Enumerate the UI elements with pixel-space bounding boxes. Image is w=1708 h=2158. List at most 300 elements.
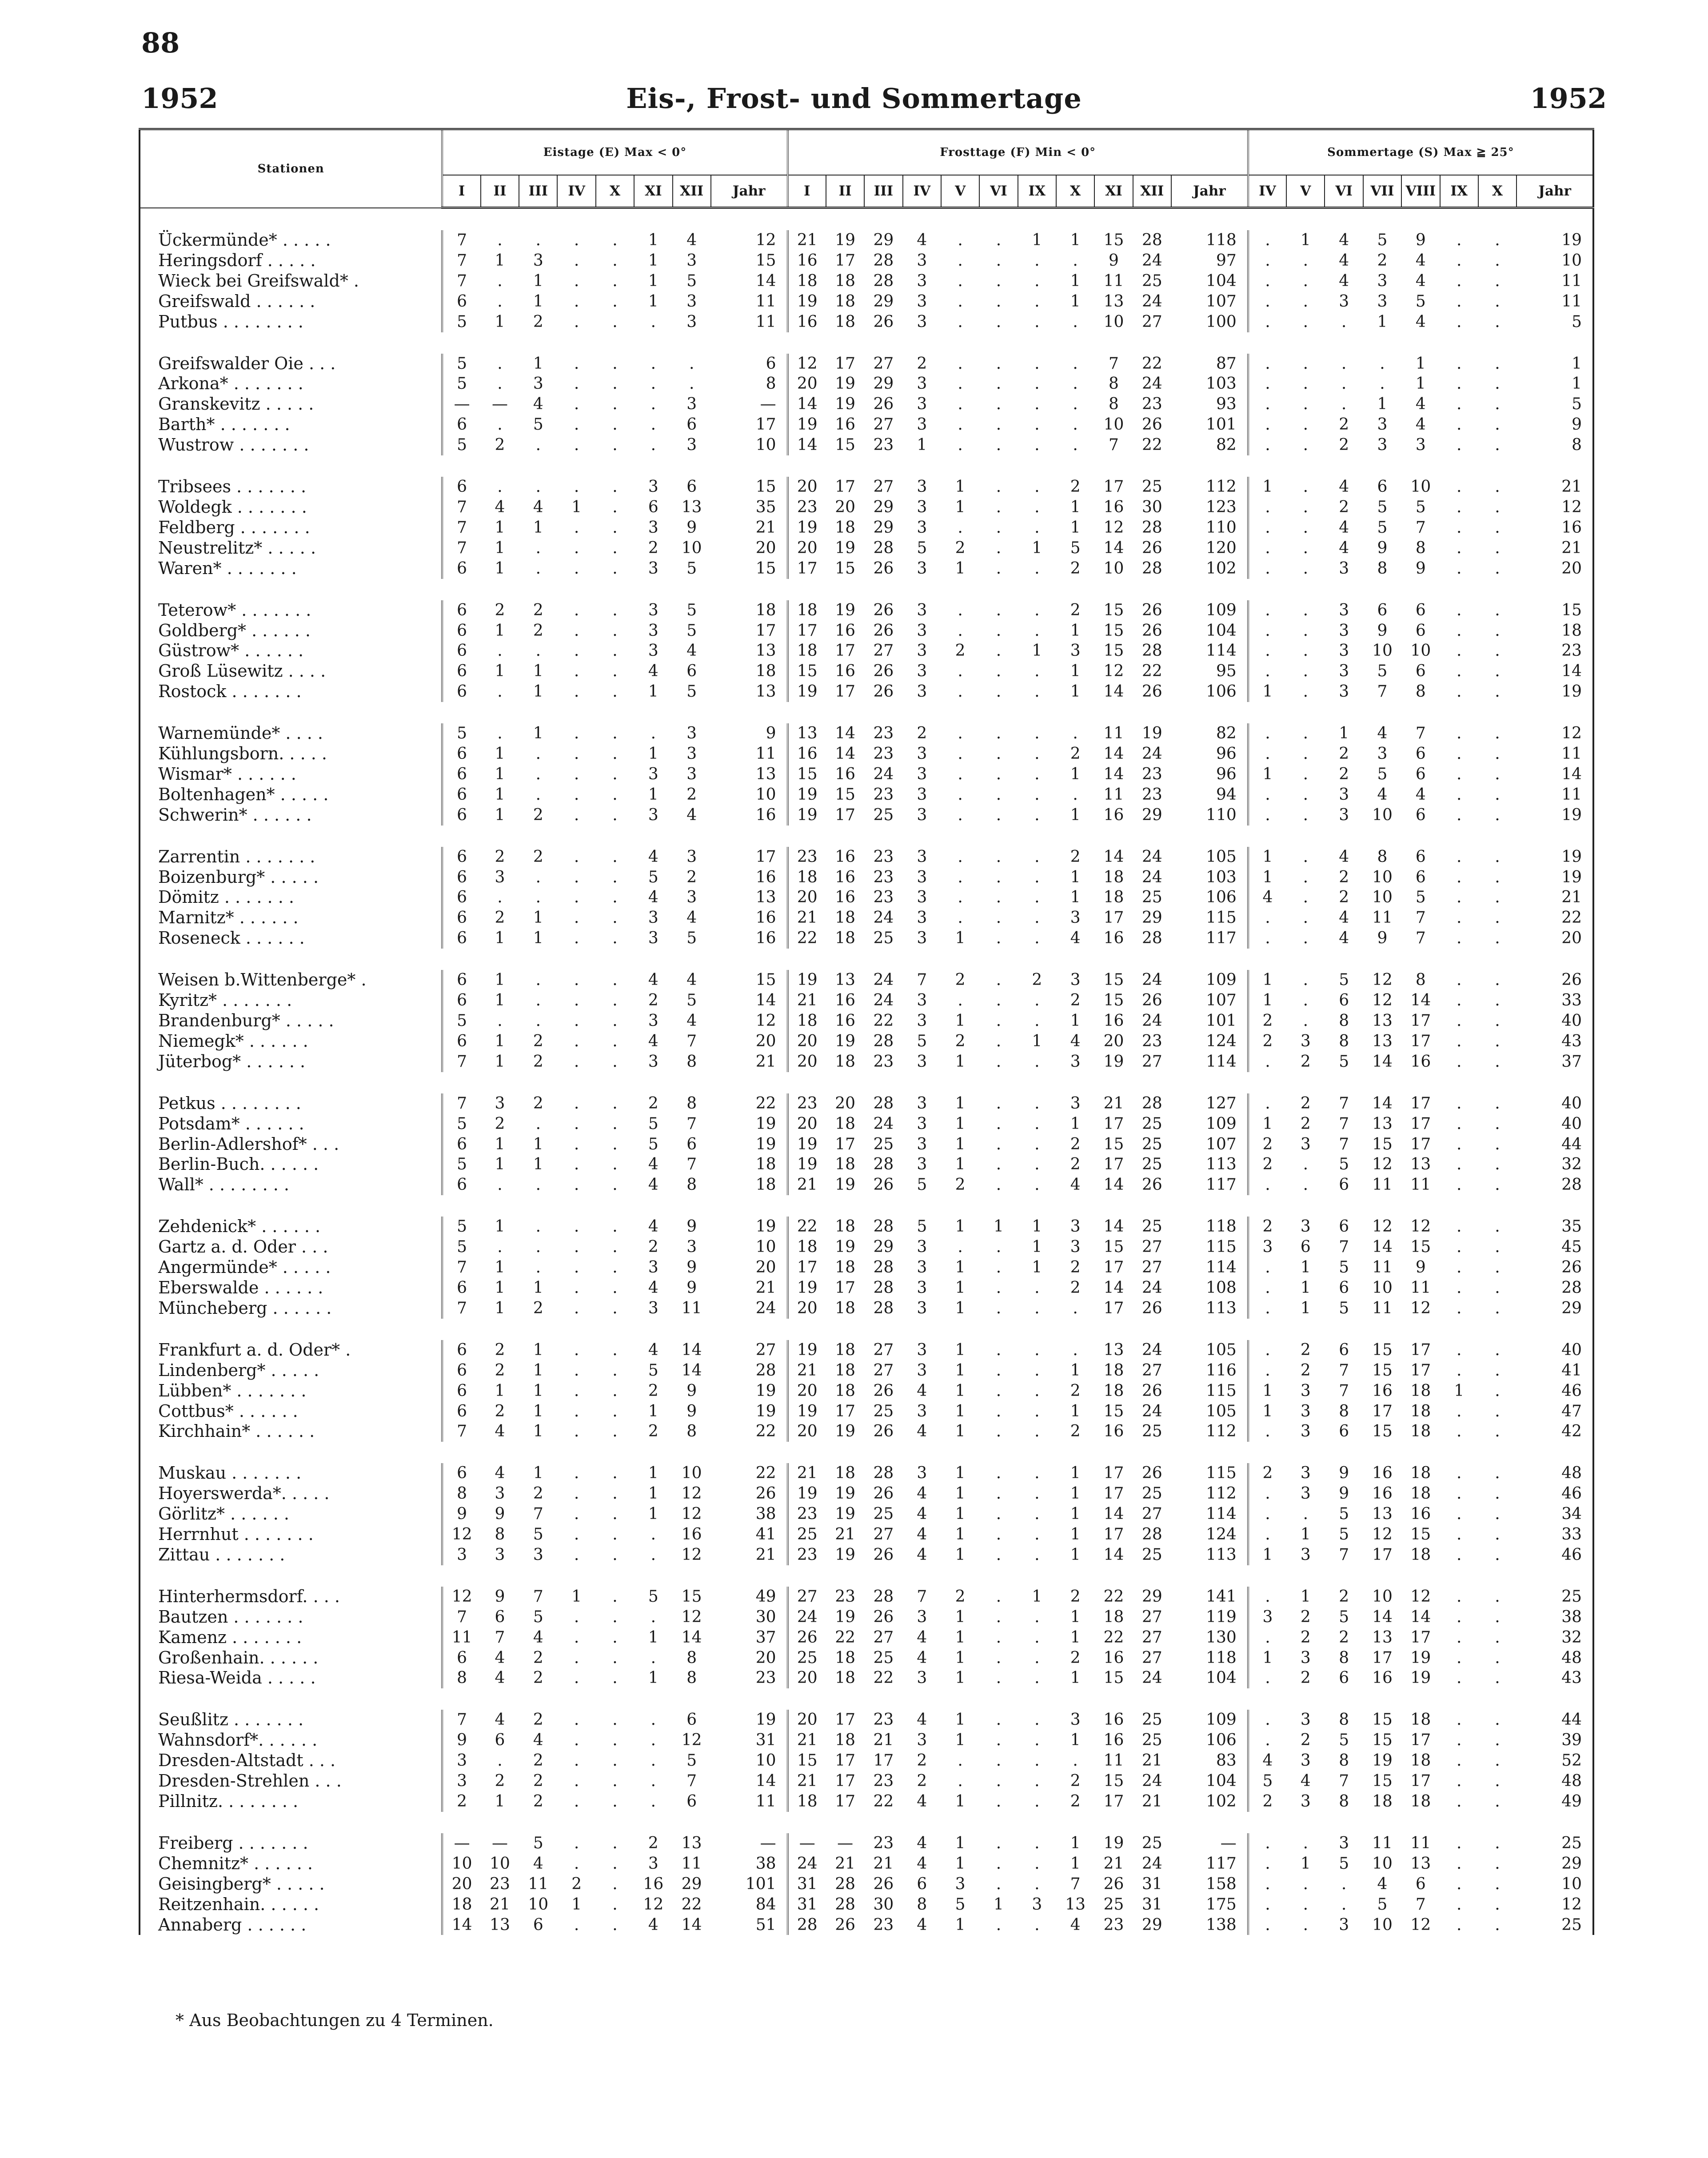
value-cell: 1 (1070, 888, 1081, 907)
value-cell: . (1456, 806, 1462, 824)
year-total-cell: 11 (755, 1792, 776, 1811)
value-cell: 2 (1070, 745, 1081, 763)
value-cell: . (612, 312, 618, 331)
value-cell: 1 (917, 436, 927, 455)
value-cell: . (1248, 1833, 1286, 1854)
year-total-cell: 16 (755, 929, 776, 948)
value-cell: 6 (442, 1278, 480, 1298)
value-cell: 17 (1410, 1731, 1431, 1750)
value-cell: 29 (1141, 1587, 1162, 1606)
month-header: X (1056, 175, 1094, 208)
value-cell: 3 (917, 1135, 927, 1153)
value-cell: 8 (1339, 1648, 1349, 1667)
value-cell: . (1034, 909, 1040, 927)
value-cell: 17 (835, 1711, 855, 1729)
value-cell: . (535, 745, 541, 763)
value-cell: 2 (955, 971, 966, 989)
value-cell: . (612, 1278, 618, 1297)
value-cell: 2 (495, 1361, 505, 1380)
value-cell: 6 (917, 1875, 927, 1893)
value-cell: 6 (442, 641, 480, 661)
table-row (140, 1463, 1593, 1484)
value-cell: . (1456, 415, 1462, 434)
year-total-cell: 43 (1561, 1032, 1582, 1050)
value-cell: . (958, 375, 963, 393)
value-cell: 2 (1339, 415, 1349, 434)
value-cell: 21 (788, 1463, 826, 1484)
spacer-row (140, 1072, 1593, 1093)
station-name: Zarrentin . . . . . . . (158, 846, 315, 866)
table-row (140, 1381, 1593, 1401)
value-cell: . (996, 271, 1002, 290)
value-cell: 1 (1377, 395, 1388, 414)
station-name: Herrnhut . . . . . . . (158, 1524, 314, 1544)
value-cell: 27 (1141, 1361, 1162, 1380)
value-cell: 19 (788, 518, 826, 538)
value-cell: 3 (686, 436, 697, 455)
value-cell: 3 (442, 1545, 480, 1565)
value-cell: . (612, 375, 618, 393)
year-right: 1952 (1530, 82, 1607, 115)
value-cell: . (612, 682, 618, 701)
value-cell: 2 (955, 1176, 966, 1194)
value-cell: 6 (686, 478, 697, 496)
value-cell: . (1456, 1052, 1462, 1071)
station-name: Freiberg . . . . . . . (158, 1833, 308, 1853)
value-cell: 4 (648, 1155, 658, 1174)
year-total-cell: 12 (1561, 724, 1582, 743)
value-cell: . (1303, 415, 1309, 434)
value-cell: 4 (1339, 231, 1349, 249)
value-cell: . (1456, 518, 1462, 537)
station-name: Dresden-Altstadt . . . (158, 1751, 336, 1771)
value-cell: . (1456, 1648, 1462, 1667)
value-cell: . (535, 1258, 541, 1277)
value-cell: 25 (1141, 1484, 1162, 1503)
value-cell: . (1073, 1751, 1078, 1770)
value-cell: 3 (1339, 559, 1349, 578)
value-cell: . (1248, 1278, 1286, 1298)
value-cell: . (1248, 354, 1286, 374)
value-cell: 4 (917, 1854, 927, 1873)
value-cell: . (1303, 642, 1309, 660)
value-cell: . (612, 745, 618, 763)
value-cell: . (612, 1731, 618, 1750)
value-cell: 18 (788, 1011, 826, 1031)
value-cell: 4 (1070, 929, 1081, 948)
value-cell: . (1495, 1484, 1500, 1503)
station-name: Neustrelitz* . . . . . (158, 538, 316, 558)
value-cell: . (535, 765, 541, 783)
value-cell: 6 (1415, 806, 1426, 824)
value-cell: 28 (873, 1217, 894, 1236)
value-cell: 1 (1070, 1012, 1081, 1030)
value-cell: 5 (1339, 1731, 1349, 1750)
value-cell: . (497, 354, 503, 373)
value-cell: 1 (1248, 1401, 1286, 1422)
value-cell: 1 (1248, 1381, 1286, 1401)
value-cell: . (574, 1402, 579, 1420)
value-cell: 12 (1372, 1525, 1393, 1544)
value-cell: . (1495, 1751, 1500, 1770)
value-cell: 8 (1339, 1402, 1349, 1420)
value-cell: 4 (917, 231, 927, 249)
value-cell: 13 (1103, 292, 1124, 311)
month-header: VIII (1401, 175, 1440, 208)
table-row (140, 1627, 1593, 1648)
value-cell: 14 (1410, 991, 1431, 1010)
value-cell: 16 (1103, 498, 1124, 516)
value-cell: 3 (1032, 1895, 1042, 1914)
value-cell: 13 (1410, 1155, 1431, 1174)
table-row (140, 271, 1593, 291)
value-cell: 16 (1410, 1505, 1431, 1524)
value-cell: 10 (1372, 868, 1393, 886)
value-cell: 26 (873, 682, 894, 701)
value-cell: 7 (1339, 1135, 1349, 1153)
value-cell: 27 (1141, 1648, 1162, 1667)
value-cell: . (574, 395, 579, 414)
value-cell: 5 (1339, 1525, 1349, 1544)
value-cell: 15 (1410, 1238, 1431, 1257)
table-row (140, 1545, 1593, 1565)
value-cell: . (1495, 1135, 1500, 1153)
station-name: Kyritz* . . . . . . . (158, 990, 292, 1010)
value-cell: . (1495, 1012, 1500, 1030)
value-cell: 26 (788, 1627, 826, 1648)
value-cell: . (574, 539, 579, 557)
value-cell: 11 (528, 1875, 549, 1893)
value-cell: 3 (917, 1012, 927, 1030)
value-cell: 19 (835, 1032, 855, 1050)
value-cell: 18 (835, 1052, 855, 1071)
value-cell: . (996, 518, 1002, 537)
value-cell: 5 (686, 1751, 697, 1770)
value-cell: . (612, 785, 618, 804)
value-cell: . (1495, 929, 1500, 948)
table-row (140, 1484, 1593, 1504)
value-cell: 7 (442, 538, 480, 558)
table-row (140, 1833, 1593, 1854)
year-total-cell: 16 (755, 806, 776, 824)
value-cell: 25 (873, 1505, 894, 1524)
value-cell: 1 (1248, 1648, 1286, 1668)
value-cell: 11 (1372, 1176, 1393, 1194)
value-cell: 19 (788, 1278, 826, 1298)
value-cell: 18 (835, 1669, 855, 1687)
value-cell: 19 (1372, 1751, 1393, 1770)
value-cell: . (1456, 292, 1462, 311)
value-cell: . (1248, 1052, 1286, 1072)
value-cell: 5 (1377, 231, 1388, 249)
year-total-cell: 138 (1206, 1915, 1237, 1934)
year-total-cell: 46 (1561, 1545, 1582, 1564)
value-cell: 2 (1070, 1648, 1081, 1667)
station-name: Frankfurt a. d. Oder* . (158, 1340, 351, 1360)
value-cell: 15 (1103, 1402, 1124, 1420)
value-cell: . (996, 1792, 1002, 1811)
value-cell: . (1034, 375, 1040, 393)
year-total-cell: 113 (1206, 1155, 1237, 1174)
value-cell: 17 (1410, 1135, 1431, 1153)
value-cell: 18 (1103, 1608, 1124, 1626)
value-cell: 8 (1109, 395, 1119, 414)
value-cell: 26 (1141, 415, 1162, 434)
value-cell: . (996, 415, 1002, 434)
value-cell: 1 (955, 559, 966, 578)
value-cell: . (1034, 478, 1040, 496)
value-cell: . (1034, 682, 1040, 701)
table-row (140, 1668, 1593, 1688)
year-total-cell: 10 (1561, 1875, 1582, 1893)
value-cell: 18 (1103, 1381, 1124, 1400)
value-cell: 18 (835, 1299, 855, 1317)
value-cell: . (650, 1792, 656, 1811)
value-cell: 19 (788, 970, 826, 990)
value-cell: 2 (955, 1032, 966, 1050)
value-cell: 6 (1339, 991, 1349, 1010)
value-cell: 11 (1103, 271, 1124, 290)
year-total-cell: 22 (1561, 909, 1582, 927)
value-cell: . (612, 929, 618, 948)
value-cell: 1 (495, 785, 505, 804)
value-cell: 26 (873, 1422, 894, 1441)
value-cell: . (958, 621, 963, 640)
year-total-cell: 103 (1206, 868, 1237, 886)
value-cell: . (612, 642, 618, 660)
value-cell: 21 (788, 1360, 826, 1381)
station-name: Barth* . . . . . . . (158, 415, 290, 435)
value-cell: 1 (648, 1484, 658, 1503)
value-cell: 6 (533, 1915, 543, 1934)
month-header: I (442, 175, 480, 208)
value-cell: . (574, 1155, 579, 1174)
value-cell: 13 (1372, 1032, 1393, 1050)
value-cell: 1 (1415, 354, 1426, 373)
value-cell: 27 (873, 415, 894, 434)
value-cell: 11 (442, 1627, 480, 1648)
value-cell: 6 (1415, 847, 1426, 866)
value-cell: . (996, 1875, 1002, 1893)
value-cell: . (1248, 1627, 1286, 1648)
value-cell: . (1495, 765, 1500, 783)
value-cell: . (1034, 724, 1040, 743)
value-cell: 7 (1415, 724, 1426, 743)
value-cell: 1 (533, 1278, 543, 1297)
value-cell: 6 (1377, 478, 1388, 496)
value-cell: 27 (873, 354, 894, 373)
value-cell: 17 (835, 642, 855, 660)
value-cell: 17 (1410, 1772, 1431, 1791)
value-cell: 3 (917, 1094, 927, 1113)
value-cell: 22 (873, 1669, 894, 1687)
station-name: Bautzen . . . . . . . (158, 1607, 303, 1627)
table-row (140, 1524, 1593, 1545)
value-cell: 14 (681, 1340, 702, 1359)
year-total-cell: 20 (755, 1032, 776, 1050)
value-cell: 1 (495, 1032, 505, 1050)
value-cell: 1 (495, 1052, 505, 1071)
value-cell: 26 (1141, 1464, 1162, 1483)
value-cell: 1 (955, 1402, 966, 1420)
year-total-cell: 11 (1561, 271, 1582, 290)
value-cell: 8 (1339, 1792, 1349, 1811)
value-cell: . (574, 292, 579, 311)
value-cell: 28 (873, 1155, 894, 1174)
value-cell: 2 (1070, 1278, 1081, 1297)
value-cell: . (574, 847, 579, 866)
value-cell: 2 (1377, 251, 1388, 270)
year-total-cell: 28 (1561, 1278, 1582, 1297)
value-cell: . (1248, 538, 1286, 558)
value-cell: 3 (648, 929, 658, 948)
value-cell: . (1495, 559, 1500, 578)
value-cell: 1 (533, 909, 543, 927)
value-cell: 11 (681, 1299, 702, 1317)
value-cell: 16 (835, 621, 855, 640)
value-cell: 4 (648, 1217, 658, 1236)
value-cell: 15 (1372, 1711, 1393, 1729)
value-cell: 20 (788, 477, 826, 497)
value-cell: 1 (1070, 1484, 1081, 1503)
value-cell: . (1495, 1381, 1500, 1400)
value-cell: 3 (1070, 971, 1081, 989)
station-name: Chemnitz* . . . . . . (158, 1853, 313, 1873)
year-total-cell: 93 (1216, 395, 1237, 414)
value-cell: 3 (686, 888, 697, 907)
value-cell: . (1034, 1012, 1040, 1030)
value-cell: . (497, 642, 503, 660)
value-cell: 9 (686, 1217, 697, 1236)
value-cell: 7 (1339, 1381, 1349, 1400)
value-cell: 3 (533, 1545, 543, 1564)
value-cell: . (1495, 251, 1500, 270)
year-total-cell: 48 (1561, 1772, 1582, 1791)
value-cell: 6 (686, 1792, 697, 1811)
value-cell: . (1034, 1669, 1040, 1687)
year-total-cell: 97 (1216, 251, 1237, 270)
value-cell: 17 (873, 1751, 894, 1770)
value-cell: 19 (788, 291, 826, 312)
value-cell: 26 (873, 395, 894, 414)
value-cell: 2 (1300, 1669, 1311, 1687)
value-cell: . (1495, 375, 1500, 393)
value-cell: 5 (1339, 1505, 1349, 1524)
station-name: Zehdenick* . . . . . . (158, 1217, 321, 1237)
value-cell: 4 (917, 1648, 927, 1667)
year-total-cell: 21 (755, 1052, 776, 1071)
value-cell: 25 (1141, 1135, 1162, 1153)
value-cell: . (1303, 991, 1309, 1010)
value-cell: . (1456, 498, 1462, 516)
table-header (140, 129, 1593, 208)
value-cell: . (996, 1012, 1002, 1030)
value-cell: 25 (1141, 478, 1162, 496)
value-cell: 2 (1070, 1135, 1081, 1153)
value-cell: . (996, 539, 1002, 557)
value-cell: . (1495, 1464, 1500, 1483)
value-cell: . (612, 806, 618, 824)
value-cell: 1 (955, 1464, 966, 1483)
value-cell: 6 (1339, 1176, 1349, 1194)
year-total-cell: 38 (1561, 1608, 1582, 1626)
value-cell: 10 (1372, 888, 1393, 907)
value-cell: 4 (917, 1792, 927, 1811)
value-cell: 21 (490, 1895, 510, 1914)
value-cell: 5 (686, 991, 697, 1010)
year-total-cell: 29 (1561, 1854, 1582, 1873)
value-cell: 6 (686, 662, 697, 681)
value-cell: 24 (1141, 745, 1162, 763)
value-cell: . (1495, 1217, 1500, 1236)
value-cell: 18 (835, 1361, 855, 1380)
value-cell: 26 (873, 1484, 894, 1503)
value-cell: . (996, 991, 1002, 1010)
value-cell: 3 (1339, 785, 1349, 804)
value-cell: 26 (1141, 1381, 1162, 1400)
value-cell: . (574, 1361, 579, 1380)
value-cell: . (574, 1505, 579, 1524)
value-cell: 7 (442, 1093, 480, 1114)
year-total-cell: 37 (755, 1628, 776, 1647)
value-cell: . (1456, 1361, 1462, 1380)
value-cell: . (958, 1238, 963, 1257)
year-total-cell: 19 (755, 1217, 776, 1236)
value-cell: 28 (873, 1258, 894, 1277)
year-total-cell: 26 (1561, 1258, 1582, 1277)
value-cell: 3 (1070, 1052, 1081, 1071)
station-name: Boltenhagen* . . . . . (158, 784, 329, 804)
value-cell: 11 (681, 1854, 702, 1873)
value-cell: 3 (917, 929, 927, 948)
value-cell: 2 (1248, 1154, 1286, 1175)
value-cell: . (958, 765, 963, 783)
value-cell: . (958, 1772, 963, 1791)
year-total-cell: 101 (1206, 415, 1237, 434)
value-cell: 2 (1248, 1463, 1286, 1484)
value-cell: . (958, 909, 963, 927)
value-cell: 19 (788, 1340, 826, 1360)
value-cell: . (574, 909, 579, 927)
value-cell: . (1034, 847, 1040, 866)
value-cell: 26 (873, 1176, 894, 1194)
value-cell: 16 (1103, 1711, 1124, 1729)
table-row (140, 415, 1593, 435)
year-total-cell: 5 (1572, 395, 1582, 414)
value-cell: . (1341, 375, 1347, 393)
value-cell: . (535, 436, 541, 455)
year-total-cell: 24 (755, 1299, 776, 1317)
value-cell: 3 (1339, 806, 1349, 824)
value-cell: 11 (1372, 1258, 1393, 1277)
value-cell: 16 (1103, 1648, 1124, 1667)
value-cell: 22 (681, 1895, 702, 1914)
table-row (140, 1011, 1593, 1031)
value-cell: 1 (648, 271, 658, 290)
value-cell: 6 (442, 764, 480, 785)
value-cell: 2 (533, 806, 543, 824)
value-cell: . (535, 1114, 541, 1133)
value-cell: 2 (533, 1032, 543, 1050)
value-cell: 24 (1141, 847, 1162, 866)
value-cell: . (650, 1711, 656, 1729)
value-cell: 1 (955, 1608, 966, 1626)
value-cell: . (612, 1155, 618, 1174)
value-cell: . (1303, 539, 1309, 557)
value-cell: . (574, 724, 579, 743)
value-cell: 4 (917, 1422, 927, 1441)
value-cell: 2 (1300, 1361, 1311, 1380)
